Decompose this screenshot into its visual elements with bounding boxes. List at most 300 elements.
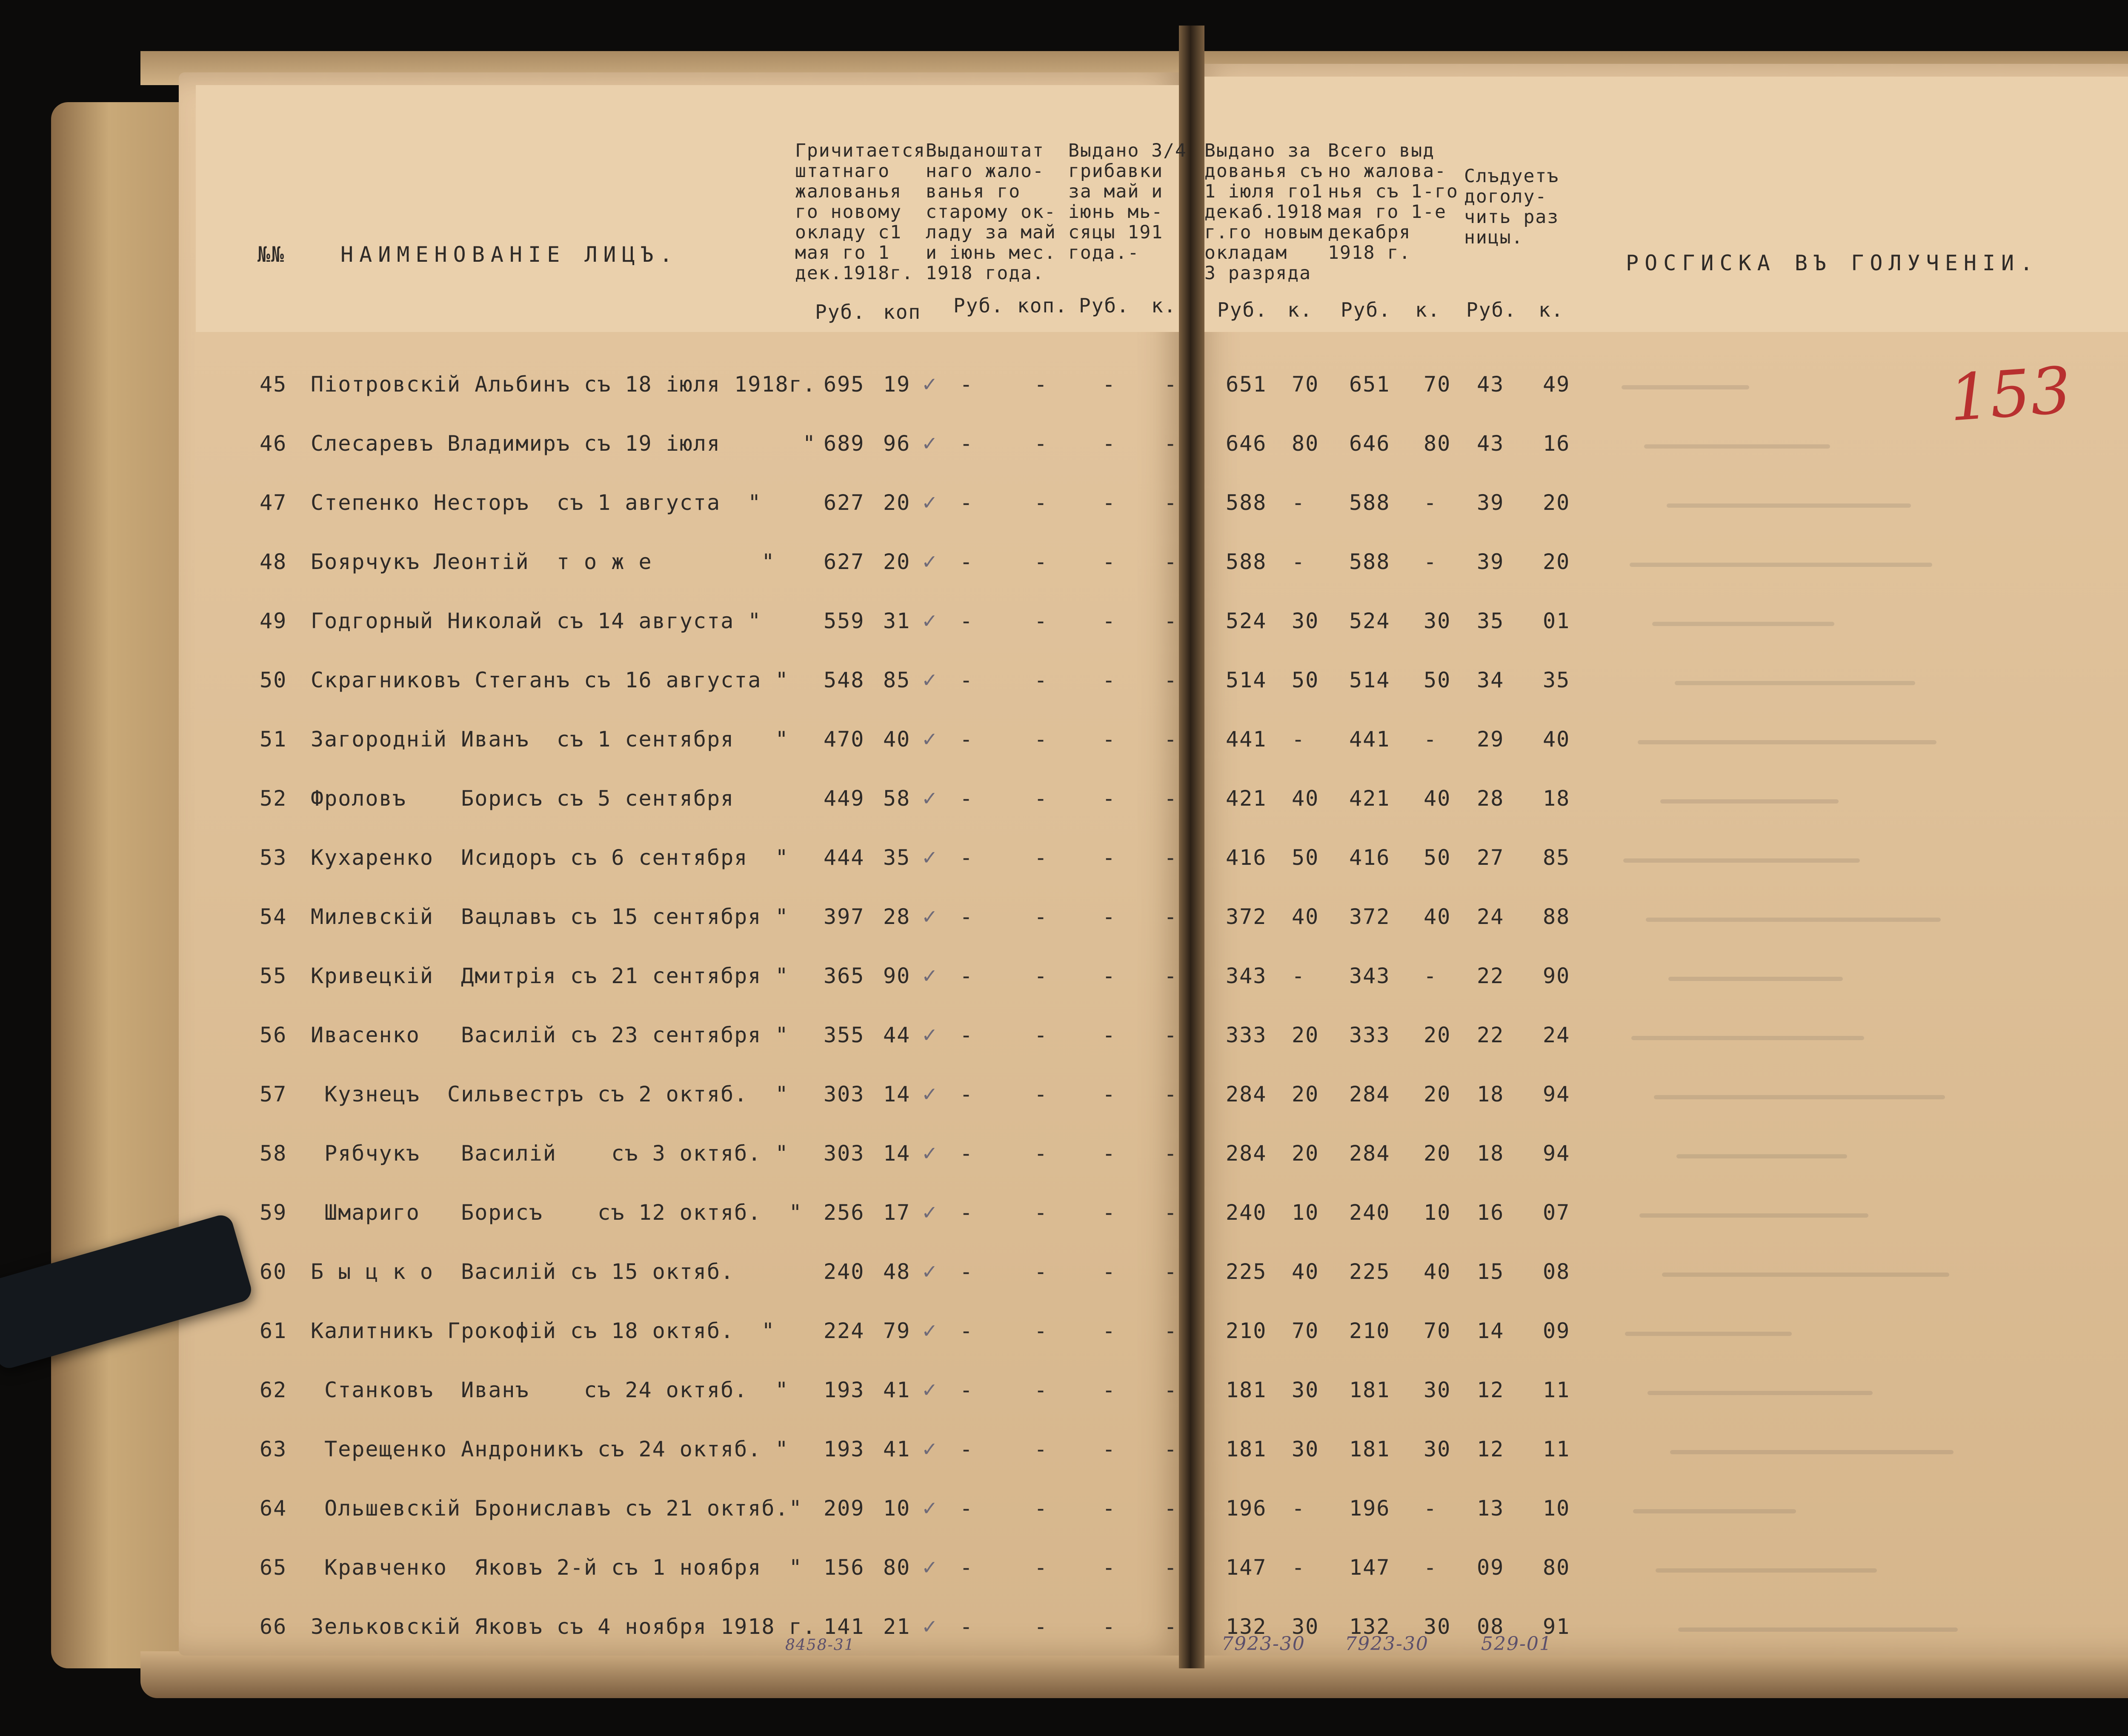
col-f-rub: 13 bbox=[1477, 1496, 1504, 1521]
col-f-rub: 24 bbox=[1477, 904, 1504, 929]
col-f-kop: 85 bbox=[1543, 845, 1570, 870]
col-b-rub: - bbox=[960, 727, 974, 752]
row-number: 61 bbox=[260, 1318, 287, 1343]
col-b-rub: - bbox=[960, 549, 974, 574]
person-name: Степенко Несторъ съ 1 августа " bbox=[311, 490, 762, 515]
col-e-kop: - bbox=[1424, 549, 1438, 574]
col-d-kop: - bbox=[1292, 727, 1306, 752]
check-mark-icon: ✓ bbox=[921, 609, 939, 632]
check-mark-icon: ✓ bbox=[921, 1556, 939, 1579]
col-b-rub: - bbox=[960, 1378, 974, 1402]
col-d-rub: 416 bbox=[1226, 845, 1267, 870]
col-e-kop: 30 bbox=[1424, 1378, 1451, 1402]
col-a-kop: 41 bbox=[883, 1437, 911, 1461]
col-d-kop: 40 bbox=[1292, 904, 1319, 929]
row-number: 65 bbox=[260, 1555, 287, 1580]
col-c-kop: - bbox=[1164, 1141, 1178, 1166]
col-b-rub: - bbox=[960, 1496, 974, 1521]
col-f-rub: 08 bbox=[1477, 1614, 1504, 1639]
row-number: 50 bbox=[260, 668, 287, 692]
col-a-rub: 627 bbox=[824, 549, 865, 574]
col-e-rub: 416 bbox=[1349, 845, 1390, 870]
col-c-kop: - bbox=[1164, 1023, 1178, 1047]
col-e-rub: 284 bbox=[1349, 1141, 1390, 1166]
col-e-kop: 40 bbox=[1424, 1259, 1451, 1284]
col-c-kop: - bbox=[1164, 1555, 1178, 1580]
col-a-rub: 548 bbox=[824, 668, 865, 692]
row-number: 59 bbox=[260, 1200, 287, 1225]
col-e-rub: 284 bbox=[1349, 1082, 1390, 1107]
row-number: 47 bbox=[260, 490, 287, 515]
col-b-rub: - bbox=[960, 1318, 974, 1343]
unit-a-kop: коп bbox=[883, 300, 921, 323]
col-d-kop: 20 bbox=[1292, 1141, 1319, 1166]
faint-signature-mark bbox=[1638, 740, 1936, 744]
table-row bbox=[0, 727, 2128, 787]
total-a: 8458-31 bbox=[785, 1636, 855, 1654]
col-c-kop: - bbox=[1164, 490, 1178, 515]
col-f-rub: 14 bbox=[1477, 1318, 1504, 1343]
faint-signature-mark bbox=[1630, 563, 1932, 567]
check-mark-icon: ✓ bbox=[921, 373, 939, 396]
row-number: 48 bbox=[260, 549, 287, 574]
faint-signature-mark bbox=[1667, 503, 1911, 508]
col-f-kop: 40 bbox=[1543, 727, 1570, 752]
table-row bbox=[0, 1082, 2128, 1142]
folio-number: 153 bbox=[1947, 353, 2074, 436]
col-e-rub: 514 bbox=[1349, 668, 1390, 692]
col-f-rub: 35 bbox=[1477, 609, 1504, 633]
row-number: 64 bbox=[260, 1496, 287, 1521]
col-e-kop: 40 bbox=[1424, 904, 1451, 929]
unit-a-rub: Руб. bbox=[815, 300, 866, 323]
col-b-kop: - bbox=[1034, 549, 1048, 574]
col-c-kop: - bbox=[1164, 1200, 1178, 1225]
col-name-header: НАИМЕНОВАНIЕ ЛИЦЪ. bbox=[340, 242, 678, 267]
col-d-rub: 588 bbox=[1226, 490, 1267, 515]
col-a-kop: 21 bbox=[883, 1614, 911, 1639]
col-f-kop: 49 bbox=[1543, 372, 1570, 397]
col-d-rub: 196 bbox=[1226, 1496, 1267, 1521]
col-c-kop: - bbox=[1164, 1082, 1178, 1107]
person-name: Зельковскiй Яковъ съ 4 ноября 1918 г. bbox=[311, 1614, 816, 1639]
col-f-kop: 01 bbox=[1543, 609, 1570, 633]
faint-signature-mark bbox=[1675, 681, 1915, 685]
col-c-kop: - bbox=[1164, 1614, 1178, 1639]
col-a-kop: 44 bbox=[883, 1023, 911, 1047]
person-name: Скрагниковъ Стеганъ съ 16 августа " bbox=[311, 668, 789, 692]
row-number: 52 bbox=[260, 786, 287, 811]
col-b-rub: - bbox=[960, 1614, 974, 1639]
col-b-rub: - bbox=[960, 845, 974, 870]
col-b-kop: - bbox=[1034, 431, 1048, 456]
col-a-kop: 28 bbox=[883, 904, 911, 929]
col-d-kop: - bbox=[1292, 1555, 1306, 1580]
col-b-rub: - bbox=[960, 431, 974, 456]
col-b-kop: - bbox=[1034, 1318, 1048, 1343]
col-f-header: Слъдуетъ доголу- чить раз ницы. bbox=[1464, 166, 1559, 248]
check-mark-icon: ✓ bbox=[921, 1260, 939, 1283]
col-e-kop: 50 bbox=[1424, 845, 1451, 870]
col-a-kop: 80 bbox=[883, 1555, 911, 1580]
col-f-kop: 18 bbox=[1543, 786, 1570, 811]
col-f-rub: 22 bbox=[1477, 964, 1504, 988]
col-b-kop: - bbox=[1034, 904, 1048, 929]
col-b-rub: - bbox=[960, 1259, 974, 1284]
table-row bbox=[0, 1141, 2128, 1201]
col-d-header: Выдано за дованья съ 1 iюля го1 декаб.1918 г.го новым окладам 3 разряда bbox=[1204, 140, 1323, 284]
unit-f-rub: Руб. bbox=[1466, 298, 1517, 321]
row-number: 56 bbox=[260, 1023, 287, 1047]
col-d-rub: 651 bbox=[1226, 372, 1267, 397]
row-number: 51 bbox=[260, 727, 287, 752]
row-number: 58 bbox=[260, 1141, 287, 1166]
unit-c-rub: Руб. bbox=[1079, 294, 1130, 317]
faint-signature-mark bbox=[1639, 1213, 1868, 1218]
col-d-rub: 524 bbox=[1226, 609, 1267, 633]
col-d-rub: 210 bbox=[1226, 1318, 1267, 1343]
col-f-rub: 18 bbox=[1477, 1141, 1504, 1166]
col-d-kop: 10 bbox=[1292, 1200, 1319, 1225]
table-row bbox=[0, 1260, 2128, 1319]
check-mark-icon: ✓ bbox=[921, 905, 939, 928]
col-f-kop: 94 bbox=[1543, 1141, 1570, 1166]
col-a-kop: 40 bbox=[883, 727, 911, 752]
col-b-kop: - bbox=[1034, 1200, 1048, 1225]
check-mark-icon: ✓ bbox=[921, 1319, 939, 1342]
col-d-kop: 40 bbox=[1292, 786, 1319, 811]
col-e-rub: 210 bbox=[1349, 1318, 1390, 1343]
col-f-kop: 90 bbox=[1543, 964, 1570, 988]
col-e-rub: 181 bbox=[1349, 1378, 1390, 1402]
table-row bbox=[0, 905, 2128, 964]
col-e-rub: 588 bbox=[1349, 549, 1390, 574]
col-c-rub: - bbox=[1102, 431, 1116, 456]
faint-signature-mark bbox=[1631, 1036, 1864, 1040]
col-c-rub: - bbox=[1102, 727, 1116, 752]
table-row bbox=[0, 1378, 2128, 1438]
col-c-kop: - bbox=[1164, 845, 1178, 870]
col-a-kop: 14 bbox=[883, 1082, 911, 1107]
col-c-rub: - bbox=[1102, 1023, 1116, 1047]
row-number: 53 bbox=[260, 845, 287, 870]
col-d-kop: 30 bbox=[1292, 1614, 1319, 1639]
col-b-kop: - bbox=[1034, 964, 1048, 988]
col-d-rub: 181 bbox=[1226, 1437, 1267, 1461]
col-d-kop: - bbox=[1292, 964, 1306, 988]
faint-signature-mark bbox=[1652, 622, 1834, 626]
person-name: Милевскiй Вацлавъ съ 15 сентября " bbox=[311, 904, 789, 929]
col-a-rub: 470 bbox=[824, 727, 865, 752]
col-f-rub: 18 bbox=[1477, 1082, 1504, 1107]
col-c-rub: - bbox=[1102, 1141, 1116, 1166]
col-d-rub: 181 bbox=[1226, 1378, 1267, 1402]
col-b-kop: - bbox=[1034, 1496, 1048, 1521]
col-b-kop: - bbox=[1034, 1141, 1048, 1166]
person-name: Ивасенко Василiй съ 23 сентября " bbox=[311, 1023, 789, 1047]
col-d-kop: 50 bbox=[1292, 845, 1319, 870]
faint-signature-mark bbox=[1676, 1154, 1847, 1158]
total-f: 529-01 bbox=[1481, 1633, 1552, 1655]
col-a-rub: 689 bbox=[824, 431, 865, 456]
col-b-kop: - bbox=[1034, 1082, 1048, 1107]
col-d-rub: 588 bbox=[1226, 549, 1267, 574]
col-e-kop: 80 bbox=[1424, 431, 1451, 456]
unit-c-k: к. bbox=[1151, 294, 1177, 317]
col-d-kop: 20 bbox=[1292, 1082, 1319, 1107]
col-a-rub: 209 bbox=[824, 1496, 865, 1521]
col-b-rub: - bbox=[960, 904, 974, 929]
col-b-rub: - bbox=[960, 1082, 974, 1107]
col-d-kop: - bbox=[1292, 490, 1306, 515]
check-mark-icon: ✓ bbox=[921, 669, 939, 692]
col-b-kop: - bbox=[1034, 372, 1048, 397]
col-b-kop: - bbox=[1034, 1614, 1048, 1639]
col-c-rub: - bbox=[1102, 1496, 1116, 1521]
col-c-rub: - bbox=[1102, 549, 1116, 574]
col-c-rub: - bbox=[1102, 1555, 1116, 1580]
col-a-kop: 20 bbox=[883, 549, 911, 574]
col-f-kop: 11 bbox=[1543, 1437, 1570, 1461]
faint-signature-mark bbox=[1622, 385, 1749, 389]
col-d-rub: 147 bbox=[1226, 1555, 1267, 1580]
table-row bbox=[0, 1496, 2128, 1556]
col-c-rub: - bbox=[1102, 1437, 1116, 1461]
col-c-header: Выдано 3/4 грибавки за май и iюнь мь- сяцы 191 года.- bbox=[1068, 140, 1187, 263]
col-f-rub: 28 bbox=[1477, 786, 1504, 811]
unit-d-rub: Руб. bbox=[1217, 298, 1268, 321]
col-e-kop: 20 bbox=[1424, 1141, 1451, 1166]
table-row bbox=[0, 846, 2128, 905]
col-d-kop: 30 bbox=[1292, 1378, 1319, 1402]
col-d-rub: 372 bbox=[1226, 904, 1267, 929]
col-d-rub: 240 bbox=[1226, 1200, 1267, 1225]
col-a-rub: 256 bbox=[824, 1200, 865, 1225]
table-row bbox=[0, 1556, 2128, 1615]
col-e-kop: 70 bbox=[1424, 372, 1451, 397]
table-row bbox=[0, 1201, 2128, 1260]
col-e-rub: 196 bbox=[1349, 1496, 1390, 1521]
person-name: Боярчукъ Леонтiй т о ж е " bbox=[311, 549, 775, 574]
col-c-kop: - bbox=[1164, 1318, 1178, 1343]
check-mark-icon: ✓ bbox=[921, 1083, 939, 1106]
faint-signature-mark bbox=[1668, 977, 1843, 981]
col-f-rub: 43 bbox=[1477, 431, 1504, 456]
col-e-rub: 441 bbox=[1349, 727, 1390, 752]
unit-e-k: к. bbox=[1415, 298, 1441, 321]
col-b-kop: - bbox=[1034, 1023, 1048, 1047]
row-number: 60 bbox=[260, 1259, 287, 1284]
col-b-kop: - bbox=[1034, 1378, 1048, 1402]
col-a-rub: 397 bbox=[824, 904, 865, 929]
check-mark-icon: ✓ bbox=[921, 846, 939, 869]
col-a-header: Гричитается штатнаго жалованья го новому окладу с1 мая го 1 дек.1918г. bbox=[795, 140, 926, 284]
person-name: Станковъ Иванъ съ 24 октяб. " bbox=[311, 1378, 789, 1402]
faint-signature-mark bbox=[1647, 1391, 1873, 1395]
faint-signature-mark bbox=[1678, 1627, 1958, 1632]
person-name: Кравченко Яковъ 2-й съ 1 ноября " bbox=[311, 1555, 803, 1580]
faint-signature-mark bbox=[1633, 1509, 1796, 1513]
faint-signature-mark bbox=[1625, 1332, 1792, 1336]
col-e-rub: 333 bbox=[1349, 1023, 1390, 1047]
table-row bbox=[0, 372, 2128, 432]
col-a-kop: 58 bbox=[883, 786, 911, 811]
col-a-rub: 449 bbox=[824, 786, 865, 811]
total-e: 7923-30 bbox=[1345, 1633, 1429, 1655]
col-c-rub: - bbox=[1102, 904, 1116, 929]
col-c-rub: - bbox=[1102, 1259, 1116, 1284]
check-mark-icon: ✓ bbox=[921, 1497, 939, 1520]
col-a-rub: 627 bbox=[824, 490, 865, 515]
col-a-kop: 31 bbox=[883, 609, 911, 633]
faint-signature-mark bbox=[1660, 799, 1839, 804]
table-row bbox=[0, 550, 2128, 609]
col-c-kop: - bbox=[1164, 786, 1178, 811]
col-e-kop: - bbox=[1424, 1555, 1438, 1580]
col-c-kop: - bbox=[1164, 1378, 1178, 1402]
col-f-rub: 29 bbox=[1477, 727, 1504, 752]
unit-f-k: к. bbox=[1539, 298, 1564, 321]
row-number: 63 bbox=[260, 1437, 287, 1461]
col-e-rub: 421 bbox=[1349, 786, 1390, 811]
col-e-rub: 646 bbox=[1349, 431, 1390, 456]
col-e-kop: 10 bbox=[1424, 1200, 1451, 1225]
col-b-rub: - bbox=[960, 609, 974, 633]
faint-signature-mark bbox=[1656, 1568, 1877, 1573]
faint-signature-mark bbox=[1662, 1273, 1949, 1277]
check-mark-icon: ✓ bbox=[921, 787, 939, 810]
faint-signature-mark bbox=[1654, 1095, 1945, 1099]
col-d-kop: - bbox=[1292, 549, 1306, 574]
col-f-rub: 39 bbox=[1477, 549, 1504, 574]
col-e-kop: 70 bbox=[1424, 1318, 1451, 1343]
col-no-header: №№ bbox=[257, 242, 285, 267]
table-row bbox=[0, 609, 2128, 669]
col-e-kop: 30 bbox=[1424, 1437, 1451, 1461]
table-row bbox=[0, 668, 2128, 728]
col-f-kop: 80 bbox=[1543, 1555, 1570, 1580]
table-row bbox=[0, 1615, 2128, 1674]
col-b-rub: - bbox=[960, 786, 974, 811]
col-a-rub: 156 bbox=[824, 1555, 865, 1580]
col-f-rub: 34 bbox=[1477, 668, 1504, 692]
person-name: Терещенко Андроникъ съ 24 октяб. " bbox=[311, 1437, 789, 1461]
person-name: Ольшевскiй Брониславъ съ 21 октяб." bbox=[311, 1496, 803, 1521]
col-f-kop: 09 bbox=[1543, 1318, 1570, 1343]
faint-signature-mark bbox=[1646, 918, 1941, 922]
col-a-kop: 96 bbox=[883, 431, 911, 456]
total-d: 7923-30 bbox=[1221, 1633, 1305, 1655]
check-mark-icon: ✓ bbox=[921, 1142, 939, 1165]
faint-signature-mark bbox=[1644, 444, 1830, 449]
col-d-rub: 225 bbox=[1226, 1259, 1267, 1284]
col-e-kop: 30 bbox=[1424, 609, 1451, 633]
faint-signature-mark bbox=[1670, 1450, 1954, 1454]
col-e-rub: 524 bbox=[1349, 609, 1390, 633]
col-a-rub: 365 bbox=[824, 964, 865, 988]
col-c-kop: - bbox=[1164, 549, 1178, 574]
col-a-rub: 695 bbox=[824, 372, 865, 397]
col-c-rub: - bbox=[1102, 1614, 1116, 1639]
col-c-kop: - bbox=[1164, 904, 1178, 929]
col-d-kop: 70 bbox=[1292, 1318, 1319, 1343]
check-mark-icon: ✓ bbox=[921, 1024, 939, 1047]
col-c-rub: - bbox=[1102, 964, 1116, 988]
col-d-kop: - bbox=[1292, 1496, 1306, 1521]
col-e-kop: - bbox=[1424, 490, 1438, 515]
col-d-kop: 20 bbox=[1292, 1023, 1319, 1047]
col-b-kop: - bbox=[1034, 490, 1048, 515]
col-e-rub: 372 bbox=[1349, 904, 1390, 929]
col-c-kop: - bbox=[1164, 1496, 1178, 1521]
person-name: Кухаренко Исидоръ съ 6 сентября " bbox=[311, 845, 789, 870]
col-b-rub: - bbox=[960, 1200, 974, 1225]
col-d-rub: 284 bbox=[1226, 1082, 1267, 1107]
person-name: Слесаревъ Владимиръ съ 19 iюля " bbox=[311, 431, 816, 456]
col-e-kop: - bbox=[1424, 727, 1438, 752]
col-f-kop: 16 bbox=[1543, 431, 1570, 456]
person-name: Шмариго Борисъ съ 12 октяб. " bbox=[311, 1200, 803, 1225]
check-mark-icon: ✓ bbox=[921, 1379, 939, 1401]
col-f-rub: 39 bbox=[1477, 490, 1504, 515]
person-name: Годгорный Николай съ 14 августа " bbox=[311, 609, 762, 633]
col-d-kop: 80 bbox=[1292, 431, 1319, 456]
col-b-rub: - bbox=[960, 1141, 974, 1166]
col-e-rub: 588 bbox=[1349, 490, 1390, 515]
col-b-rub: - bbox=[960, 964, 974, 988]
col-f-kop: 11 bbox=[1543, 1378, 1570, 1402]
col-a-rub: 193 bbox=[824, 1437, 865, 1461]
table-row bbox=[0, 491, 2128, 550]
col-e-rub: 132 bbox=[1349, 1614, 1390, 1639]
col-c-rub: - bbox=[1102, 668, 1116, 692]
col-b-rub: - bbox=[960, 1437, 974, 1461]
person-name: Б ы ц к о Василiй съ 15 октяб. bbox=[311, 1259, 735, 1284]
col-b-kop: - bbox=[1034, 786, 1048, 811]
col-f-kop: 10 bbox=[1543, 1496, 1570, 1521]
col-b-rub: - bbox=[960, 372, 974, 397]
col-f-kop: 35 bbox=[1543, 668, 1570, 692]
col-f-rub: 09 bbox=[1477, 1555, 1504, 1580]
col-d-rub: 441 bbox=[1226, 727, 1267, 752]
col-b-header: Выданоштат наго жало- ванья го старому ок- ладу за май и iюнь мес. 1918 года. bbox=[926, 140, 1056, 284]
col-b-kop: - bbox=[1034, 668, 1048, 692]
col-c-rub: - bbox=[1102, 1200, 1116, 1225]
row-number: 55 bbox=[260, 964, 287, 988]
person-name: Калитникъ Грокофiй съ 18 октяб. " bbox=[311, 1318, 775, 1343]
col-f-kop: 24 bbox=[1543, 1023, 1570, 1047]
col-e-kop: 40 bbox=[1424, 786, 1451, 811]
col-f-rub: 22 bbox=[1477, 1023, 1504, 1047]
col-c-kop: - bbox=[1164, 727, 1178, 752]
col-a-rub: 240 bbox=[824, 1259, 865, 1284]
col-c-kop: - bbox=[1164, 372, 1178, 397]
col-d-rub: 421 bbox=[1226, 786, 1267, 811]
col-d-kop: 30 bbox=[1292, 1437, 1319, 1461]
row-number: 46 bbox=[260, 431, 287, 456]
col-a-kop: 48 bbox=[883, 1259, 911, 1284]
col-a-kop: 90 bbox=[883, 964, 911, 988]
unit-b-kop: коп. bbox=[1017, 294, 1068, 317]
person-name: Фроловъ Борисъ съ 5 сентября bbox=[311, 786, 735, 811]
col-a-rub: 141 bbox=[824, 1614, 865, 1639]
col-d-rub: 132 bbox=[1226, 1614, 1267, 1639]
col-d-rub: 333 bbox=[1226, 1023, 1267, 1047]
col-b-kop: - bbox=[1034, 1259, 1048, 1284]
table-row bbox=[0, 432, 2128, 491]
col-a-rub: 224 bbox=[824, 1318, 865, 1343]
person-name: Пiотровскiй Альбинъ съ 18 iюля 1918г. bbox=[311, 372, 816, 397]
